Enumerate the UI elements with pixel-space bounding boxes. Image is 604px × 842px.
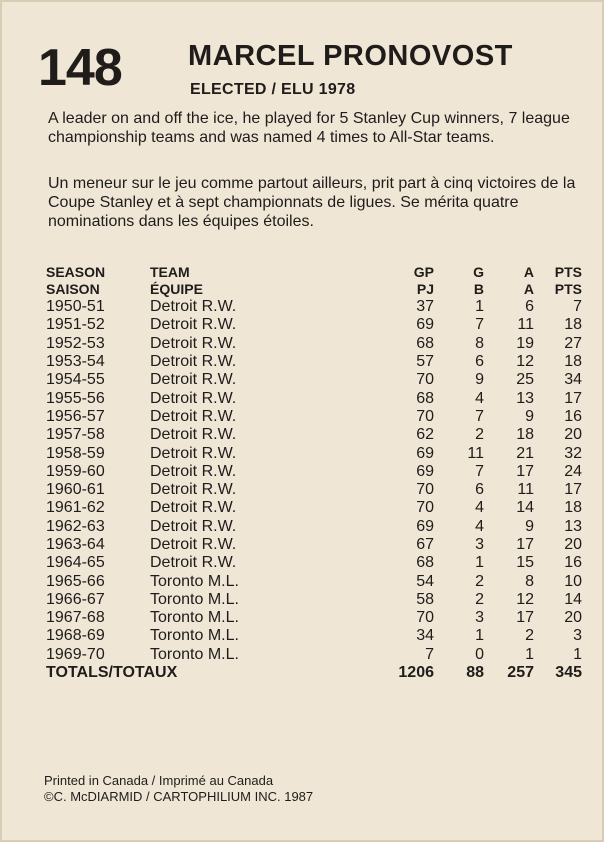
- cell-season: 1969-70: [46, 645, 105, 663]
- cell-g: 1: [475, 627, 484, 645]
- player-name: MARCEL PRONOVOST: [188, 40, 513, 72]
- cell-g: 3: [475, 609, 484, 627]
- cell-g: 2: [475, 426, 484, 444]
- cell-gp: 34: [416, 627, 434, 645]
- cell-gp: 68: [416, 389, 434, 407]
- table-row: [46, 335, 582, 353]
- table-row: [46, 426, 582, 444]
- cell-a: 11: [517, 481, 534, 499]
- cell-season: 1963-64: [46, 536, 105, 553]
- elected-year: ELECTED / ELU 1978: [190, 81, 356, 98]
- header-pts: PTS PTS: [554, 264, 582, 297]
- printed-in: Printed in Canada / Imprimé au Canada: [44, 773, 274, 788]
- cell-pts: 34: [564, 371, 582, 389]
- cell-g: 6: [475, 481, 484, 499]
- cell-gp: 69: [416, 517, 434, 535]
- cell-season: 1964-65: [46, 554, 105, 572]
- cell-pts: 7: [573, 298, 582, 316]
- cell-gp: 58: [416, 590, 434, 608]
- table-row: [46, 591, 582, 609]
- cell-g: 7: [475, 462, 484, 480]
- cell-g: 4: [475, 499, 484, 517]
- totals-pts: 345: [555, 664, 582, 682]
- cell-a: 19: [516, 334, 534, 352]
- cell-gp: 70: [416, 609, 434, 627]
- table-row: [46, 609, 582, 627]
- cell-gp: 70: [416, 407, 434, 425]
- cell-g: 9: [475, 371, 484, 389]
- cell-team: Detroit R.W.: [150, 426, 237, 444]
- cell-team: Detroit R.W.: [150, 481, 237, 499]
- cell-a: 13: [516, 389, 534, 407]
- totals-label: TOTALS/TOTAUX: [46, 664, 178, 682]
- table-row: [46, 389, 582, 407]
- cell-season: 1962-63: [46, 517, 105, 535]
- cell-team: Detroit R.W.: [150, 316, 237, 334]
- cell-a: 25: [516, 371, 534, 389]
- cell-season: 1957-58: [46, 426, 105, 444]
- cell-team: Detroit R.W.: [150, 353, 237, 371]
- cell-gp: 69: [416, 462, 434, 480]
- cell-g: 4: [475, 517, 484, 535]
- header-a: A A: [523, 264, 534, 297]
- cell-pts: 32: [564, 444, 582, 462]
- table-row: [46, 408, 582, 426]
- totals-row: [46, 664, 582, 682]
- cell-a: 8: [525, 572, 534, 590]
- cell-pts: 10: [564, 572, 582, 590]
- cell-team: Detroit R.W.: [150, 517, 237, 535]
- cell-g: 6: [475, 353, 484, 371]
- table-row: [46, 572, 582, 590]
- cell-gp: 68: [416, 334, 434, 352]
- table-row: [46, 444, 582, 462]
- cell-a: 1: [525, 645, 534, 663]
- table-row: [46, 316, 582, 334]
- cell-g: 11: [467, 444, 484, 462]
- cell-a: 17: [516, 462, 534, 480]
- cell-gp: 70: [416, 481, 434, 499]
- cell-season: 1958-59: [46, 444, 105, 462]
- cell-pts: 20: [564, 426, 582, 444]
- cell-pts: 17: [564, 481, 582, 499]
- cell-a: 17: [516, 536, 534, 553]
- cell-season: 1961-62: [46, 499, 105, 517]
- cell-gp: 69: [416, 444, 434, 462]
- cell-gp: 54: [416, 572, 434, 590]
- table-row: [46, 371, 582, 389]
- cell-pts: 18: [564, 353, 582, 371]
- cell-gp: 70: [416, 371, 434, 389]
- cell-team: Detroit R.W.: [150, 389, 237, 407]
- bio-french: Un meneur sur le jeu comme partout ailleurs, prit part à cinq victoires de la Coupe Stanley et à sept championnats de ligues. Se mérita quatre nominations dans les équipes étoiles.: [48, 175, 576, 230]
- cell-a: 6: [525, 298, 534, 316]
- cell-a: 15: [516, 554, 534, 572]
- cell-season: 1956-57: [46, 407, 105, 425]
- totals-g: 88: [466, 664, 484, 682]
- table-row: [46, 499, 582, 517]
- table-row: [46, 536, 582, 554]
- cell-team: Detroit R.W.: [150, 298, 237, 316]
- cell-a: 21: [516, 444, 534, 462]
- cell-season: 1953-54: [46, 353, 105, 371]
- cell-team: Toronto M.L.: [150, 645, 239, 663]
- table-row: [46, 463, 582, 481]
- cell-g: 3: [475, 536, 484, 553]
- cell-pts: 18: [564, 316, 582, 334]
- cell-a: 14: [516, 499, 534, 517]
- cell-a: 2: [525, 627, 534, 645]
- table-row: [46, 627, 582, 645]
- cell-a: 9: [525, 407, 534, 425]
- table-row: [46, 554, 582, 572]
- cell-g: 2: [475, 572, 484, 590]
- cell-season: 1959-60: [46, 462, 105, 480]
- stats-header-row: [46, 264, 582, 298]
- totals-a: 257: [507, 664, 534, 682]
- table-row: [46, 646, 582, 664]
- cell-pts: 14: [564, 590, 582, 608]
- cell-season: 1954-55: [46, 371, 105, 389]
- copyright: ©C. McDIARMID / CARTOPHILIUM INC. 1987: [44, 789, 314, 804]
- cell-pts: 16: [564, 407, 582, 425]
- cell-pts: 13: [564, 517, 582, 535]
- cell-g: 1: [475, 298, 484, 316]
- cell-season: 1965-66: [46, 572, 105, 590]
- cell-season: 1960-61: [46, 481, 105, 499]
- cell-pts: 16: [564, 554, 582, 572]
- cell-a: 12: [516, 353, 534, 371]
- cell-g: 7: [475, 316, 484, 334]
- card-number: 148: [38, 39, 122, 97]
- cell-g: 8: [475, 334, 484, 352]
- cell-team: Detroit R.W.: [150, 536, 237, 553]
- cell-a: 17: [516, 609, 534, 627]
- cell-pts: 27: [564, 334, 582, 352]
- cell-g: 2: [475, 590, 484, 608]
- cell-gp: 68: [416, 554, 434, 572]
- cell-season: 1950-51: [46, 298, 105, 316]
- cell-g: 0: [475, 645, 484, 663]
- cell-gp: 57: [416, 353, 434, 371]
- cell-a: 18: [516, 426, 534, 444]
- cell-team: Toronto M.L.: [150, 590, 239, 608]
- cell-pts: 3: [573, 627, 582, 645]
- cell-pts: 18: [564, 499, 582, 517]
- table-row: [46, 353, 582, 371]
- cell-gp: 37: [416, 298, 434, 316]
- cell-g: 4: [475, 389, 484, 407]
- cell-team: Detroit R.W.: [150, 444, 237, 462]
- cell-gp: 7: [425, 645, 434, 663]
- cell-team: Detroit R.W.: [150, 371, 237, 389]
- cell-season: 1955-56: [46, 389, 105, 407]
- table-row: [46, 481, 582, 499]
- footer: [44, 773, 313, 805]
- cell-pts: 20: [564, 536, 582, 553]
- cell-pts: 24: [564, 462, 582, 480]
- cell-team: Toronto M.L.: [150, 627, 239, 645]
- header-g: G B: [473, 264, 484, 297]
- cell-a: 9: [525, 517, 534, 535]
- cell-gp: 70: [416, 499, 434, 517]
- cell-season: 1952-53: [46, 334, 105, 352]
- cell-season: 1951-52: [46, 316, 105, 334]
- cell-season: 1968-69: [46, 627, 105, 645]
- cell-team: Toronto M.L.: [150, 572, 239, 590]
- table-row: [46, 518, 582, 536]
- cell-gp: 69: [416, 316, 434, 334]
- cell-a: 12: [516, 590, 534, 608]
- header-season: SEASON SAISON: [46, 264, 106, 297]
- cell-team: Detroit R.W.: [150, 554, 237, 572]
- cell-gp: 62: [416, 426, 434, 444]
- stats-table: [46, 264, 582, 682]
- totals-gp: 1206: [398, 664, 434, 682]
- cell-pts: 17: [564, 389, 582, 407]
- header-gp: GP PJ: [413, 264, 434, 297]
- table-row: [46, 298, 582, 316]
- cell-team: Detroit R.W.: [150, 334, 237, 352]
- cell-gp: 67: [416, 536, 434, 553]
- cell-team: Detroit R.W.: [150, 407, 237, 425]
- cell-season: 1966-67: [46, 590, 105, 608]
- cell-pts: 20: [564, 609, 582, 627]
- cell-g: 7: [475, 407, 484, 425]
- bio-english: A leader on and off the ice, he played for 5 Stanley Cup winners, 7 league championship teams and was named 4 times to All-Star teams.: [48, 110, 570, 146]
- cell-team: Toronto M.L.: [150, 609, 239, 627]
- cell-g: 1: [475, 554, 484, 572]
- cell-team: Detroit R.W.: [150, 499, 237, 517]
- cell-team: Detroit R.W.: [150, 462, 237, 480]
- cell-a: 11: [517, 316, 534, 334]
- cell-pts: 1: [573, 645, 582, 663]
- cell-season: 1967-68: [46, 609, 105, 627]
- header-team: TEAM ÉQUIPE: [150, 264, 203, 297]
